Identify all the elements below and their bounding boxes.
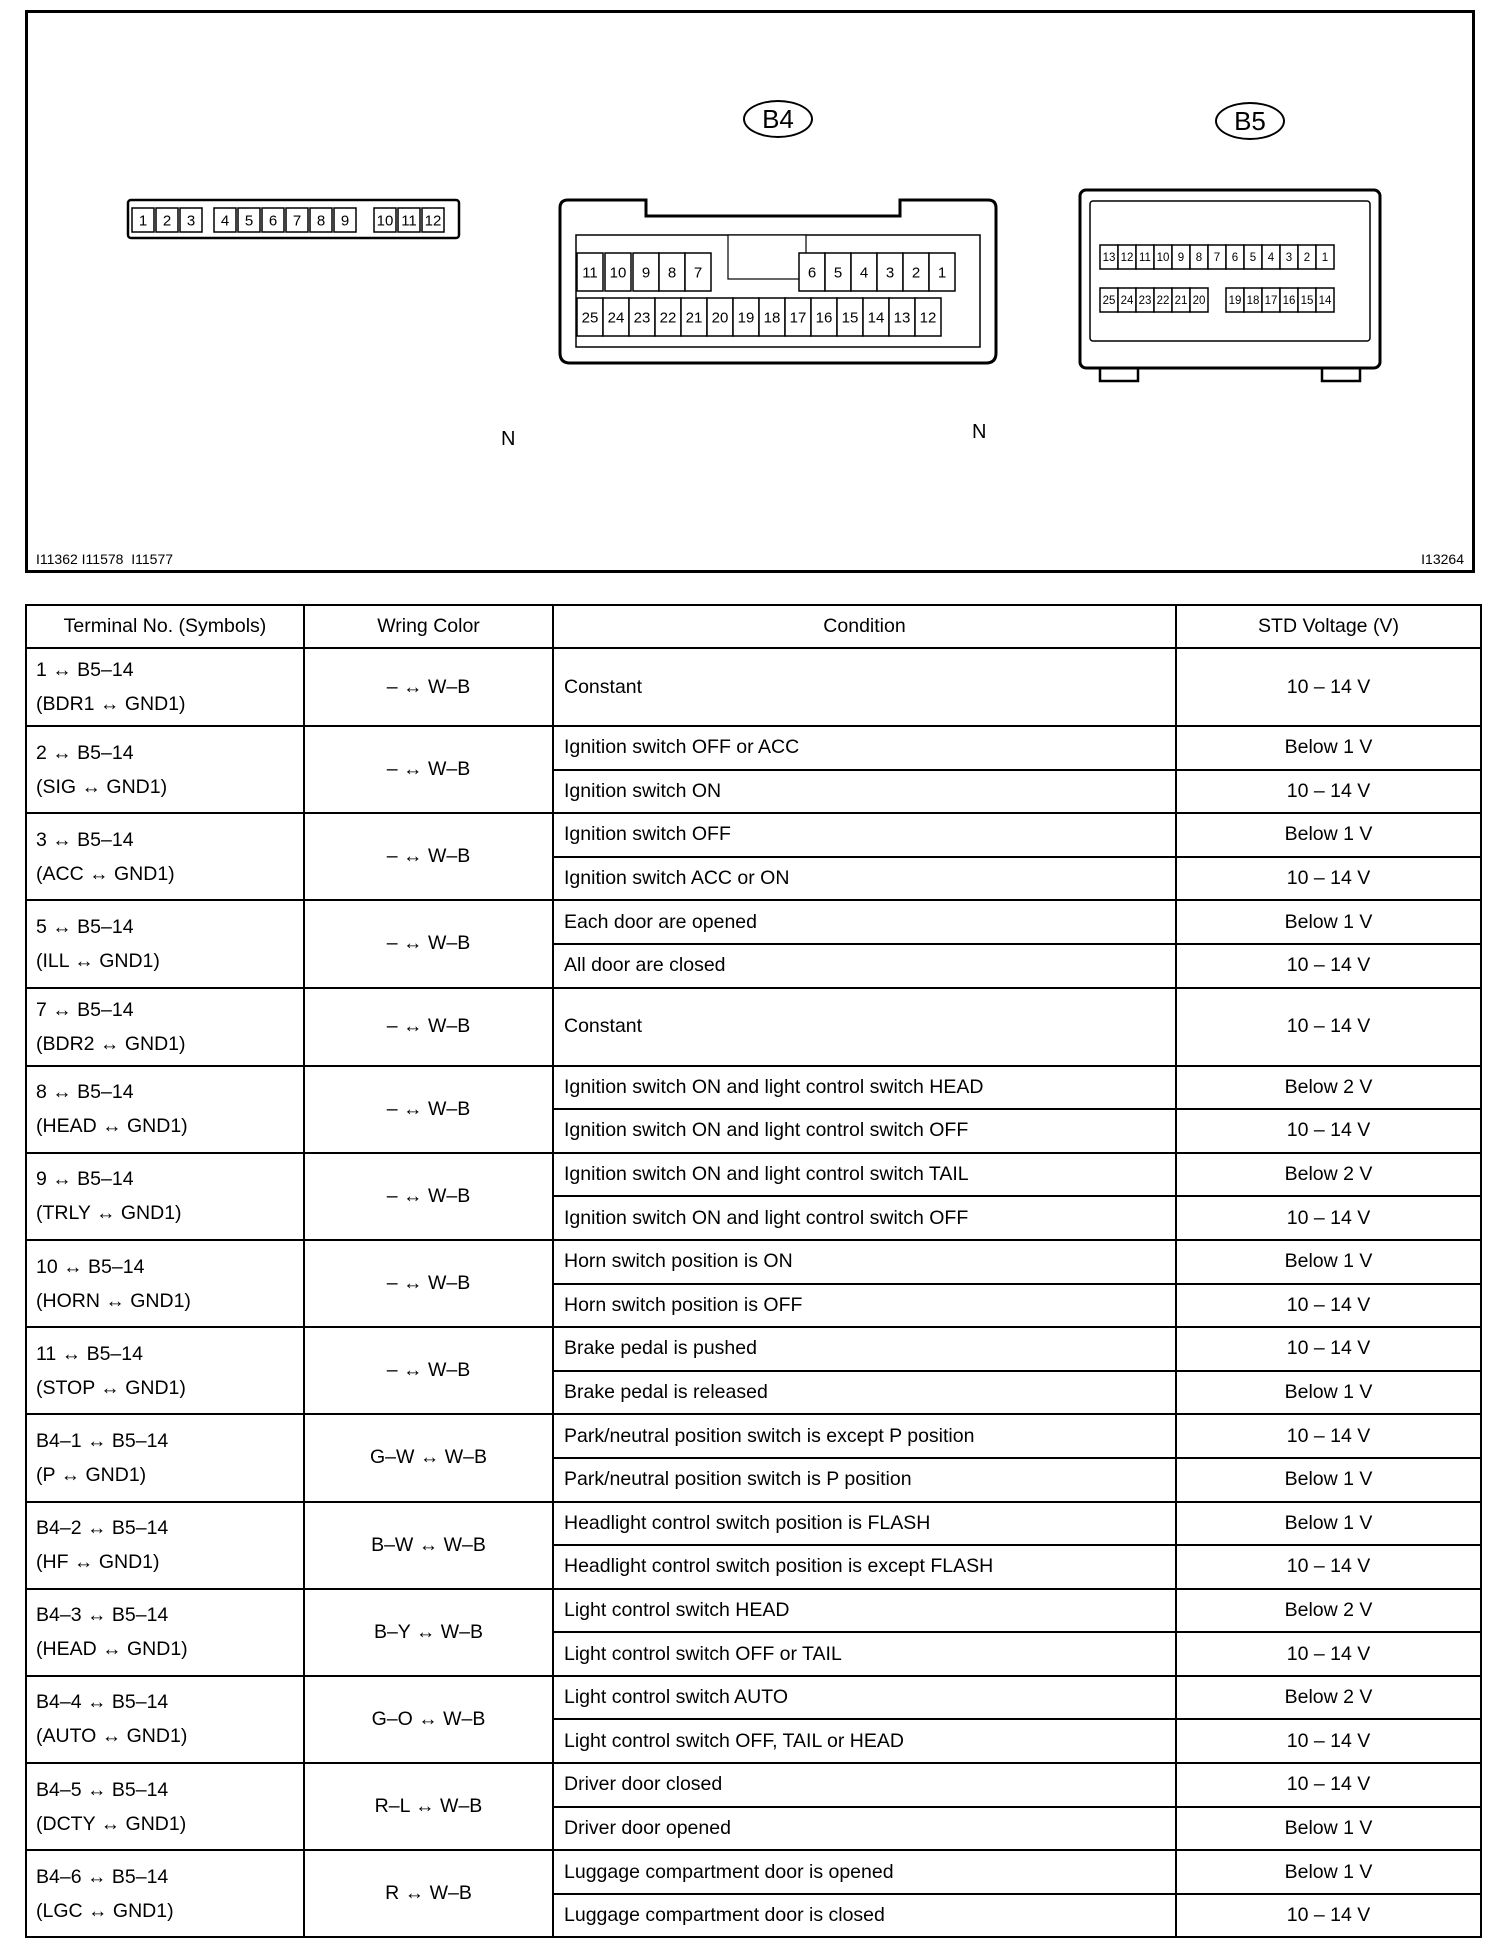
pin-label: 17 [789,309,807,327]
pin-label: 4 [220,212,230,230]
table-row [26,1589,1481,1633]
voltage-cell: Below 1 V [1176,1850,1481,1894]
voltage-cell: 10 – 14 V [1176,1414,1481,1458]
terminal-symbols: (BDR1 ↔ GND1) [36,693,186,715]
condition-cell: Headlight control switch position is except FLASH [553,1545,1176,1589]
wiring-color-cell: R ↔ W–B [304,1850,553,1937]
condition-cell: Light control switch OFF or TAIL [553,1632,1176,1676]
condition-cell: Luggage compartment door is closed [553,1894,1176,1938]
pin-label: 3 [885,264,895,282]
terminal-cell [26,1240,304,1327]
n-label-right: N [972,421,987,443]
pin-label: 15 [841,309,859,327]
terminal-cell [26,1153,304,1240]
condition-cell: Horn switch position is OFF [553,1284,1176,1328]
table-row [26,726,1481,770]
pin-label: 10 [609,264,627,282]
table-row [26,1502,1481,1546]
b4-key [728,235,806,279]
figure-id-right: I13264 [1421,551,1464,567]
terminal-number: 1 ↔ B5–14 [36,659,134,681]
pin-label: 3 [1285,252,1293,264]
wiring-color-cell: – ↔ W–B [304,648,553,726]
terminal-symbols: (AUTO ↔ GND1) [36,1725,188,1748]
terminal-cell [26,726,304,813]
condition-cell: Constant [553,988,1176,1066]
pin-label: 16 [1282,295,1296,307]
header-condition: Condition [553,605,1176,648]
terminal-symbols: (SIG ↔ GND1) [36,775,168,798]
condition-cell: Light control switch OFF, TAIL or HEAD [553,1719,1176,1763]
wiring-color-cell: – ↔ W–B [304,726,553,813]
terminal-symbols: (HEAD ↔ GND1) [36,1638,188,1661]
terminal-cell [26,1327,304,1414]
terminal-symbols: (HF ↔ GND1) [36,1551,160,1574]
terminal-symbols: (HEAD ↔ GND1) [36,1115,188,1138]
wiring-color-cell: – ↔ W–B [304,900,553,987]
condition-cell: Park/neutral position switch is except P position [553,1414,1176,1458]
pin-label: 7 [693,264,703,282]
voltage-cell: 10 – 14 V [1176,1327,1481,1371]
pin-label: 21 [1174,295,1188,307]
condition-cell: Brake pedal is pushed [553,1327,1176,1371]
voltage-cell: 10 – 14 V [1176,988,1481,1066]
terminal-cell [26,648,304,726]
pin-label: 11 [401,212,417,230]
pin-label: 22 [659,309,677,327]
voltage-cell: 10 – 14 V [1176,1763,1481,1807]
pin-label: 17 [1264,295,1278,307]
voltage-cell: Below 1 V [1176,1240,1481,1284]
voltage-cell: 10 – 14 V [1176,1196,1481,1240]
terminal-number: 9 ↔ B5–14 [36,1168,134,1191]
condition-cell: Ignition switch ON and light control switch OFF [553,1109,1176,1153]
condition-cell: Headlight control switch position is FLASH [553,1502,1176,1546]
pin-label: 6 [268,212,278,230]
terminal-symbols: (ACC ↔ GND1) [36,862,175,885]
pin-label: 6 [1231,252,1239,264]
voltage-cell: Below 1 V [1176,1458,1481,1502]
pin-label: 2 [162,212,172,230]
pin-label: 3 [186,212,196,230]
table-row [26,1327,1481,1371]
condition-cell: Driver door opened [553,1807,1176,1851]
terminal-symbols: (DCTY ↔ GND1) [36,1812,187,1835]
voltage-cell: Below 1 V [1176,1371,1481,1415]
table-row [26,1153,1481,1197]
pin-label: 24 [607,309,625,327]
voltage-cell: Below 2 V [1176,1066,1481,1110]
header-std-voltage: STD Voltage (V) [1176,605,1481,648]
condition-cell: Luggage compartment door is opened [553,1850,1176,1894]
voltage-cell: Below 1 V [1176,726,1481,770]
condition-cell: Park/neutral position switch is P position [553,1458,1176,1502]
terminal-number: 3 ↔ B5–14 [36,828,134,851]
table-row [26,900,1481,944]
condition-cell: Driver door closed [553,1763,1176,1807]
pin-label: 1 [138,212,148,230]
condition-cell: All door are closed [553,944,1176,988]
terminal-cell [26,1502,304,1589]
terminal-cell [26,1850,304,1937]
terminal-number: 2 ↔ B5–14 [36,741,134,764]
terminal-cell [26,988,304,1066]
pin-label: 16 [815,309,833,327]
pin-label: 18 [763,309,781,327]
pin-label: 13 [1102,252,1116,264]
condition-cell: Ignition switch OFF or ACC [553,726,1176,770]
table-body [26,648,1481,1937]
pin-label: 8 [316,212,326,230]
terminal-symbols: (P ↔ GND1) [36,1463,147,1486]
condition-cell: Brake pedal is released [553,1371,1176,1415]
condition-cell: Ignition switch ON and light control switch OFF [553,1196,1176,1240]
pin-label: 5 [1249,252,1257,264]
b4-connector-label: B4 [743,100,813,138]
pin-label: 14 [1318,295,1332,307]
voltage-cell: 10 – 14 V [1176,857,1481,901]
terminal-number: 11 ↔ B5–14 [36,1342,143,1365]
terminal-number: 8 ↔ B5–14 [36,1081,134,1104]
voltage-cell: Below 1 V [1176,1502,1481,1546]
pin-label: 21 [685,309,703,327]
terminal-cell [26,1414,304,1501]
voltage-cell: Below 1 V [1176,1807,1481,1851]
pin-label: 9 [641,264,651,282]
voltage-cell: 10 – 14 V [1176,1284,1481,1328]
table-header-row [26,605,1481,648]
pin-label: 10 [1156,252,1170,264]
condition-cell: Ignition switch ACC or ON [553,857,1176,901]
voltage-cell: 10 – 14 V [1176,770,1481,814]
terminal-cell [26,1763,304,1850]
condition-cell: Ignition switch ON and light control switch TAIL [553,1153,1176,1197]
pin-label: 20 [1192,295,1206,307]
terminal-cell [26,900,304,987]
pin-label: 22 [1156,295,1170,307]
terminal-symbols: (BDR2 ↔ GND1) [36,1032,186,1055]
pin-label: 4 [1267,252,1275,264]
terminal-number: B4–2 ↔ B5–14 [36,1517,169,1540]
pin-label: 1 [1321,252,1329,264]
table-row [26,988,1481,1066]
b5-foot-left [1100,368,1138,381]
table-row [26,1676,1481,1720]
wiring-color-cell: B–Y ↔ W–B [304,1589,553,1676]
condition-cell: Light control switch AUTO [553,1676,1176,1720]
terminal-number: B4–3 ↔ B5–14 [36,1604,169,1627]
table-row [26,1850,1481,1894]
wiring-color-cell: B–W ↔ W–B [304,1502,553,1589]
table-row [26,813,1481,857]
connector-drawings [28,13,1478,576]
pin-label: 25 [1102,295,1116,307]
terminal-symbols: (ILL ↔ GND1) [36,949,160,972]
terminal-number: B4–1 ↔ B5–14 [36,1429,169,1452]
pin-label: 19 [1228,295,1242,307]
n-label-left: N [501,428,516,450]
terminal-cell [26,1066,304,1153]
voltage-cell: 10 – 14 V [1176,1632,1481,1676]
connector-diagram [25,10,1475,573]
pin-label: 5 [833,264,843,282]
pin-label: 25 [581,309,599,327]
voltage-cell: 10 – 14 V [1176,1719,1481,1763]
terminal-number: 5 ↔ B5–14 [36,915,134,938]
pin-label: 1 [937,264,947,282]
pin-label: 14 [867,309,885,327]
wiring-color-cell: – ↔ W–B [304,813,553,900]
header-terminal: Terminal No. (Symbols) [26,605,304,648]
condition-cell: Ignition switch ON and light control switch HEAD [553,1066,1176,1110]
terminal-cell [26,813,304,900]
terminal-voltage-table [25,604,1482,1938]
terminal-symbols: (LGC ↔ GND1) [36,1899,174,1922]
table-row [26,1414,1481,1458]
terminal-number: B4–6 ↔ B5–14 [36,1865,169,1888]
voltage-cell: Below 2 V [1176,1153,1481,1197]
pin-label: 10 [376,212,394,230]
condition-cell: Ignition switch OFF [553,813,1176,857]
terminal-symbols: (HORN ↔ GND1) [36,1289,191,1312]
wiring-color-cell: G–W ↔ W–B [304,1414,553,1501]
pin-label: 24 [1120,295,1134,307]
wiring-color-cell: R–L ↔ W–B [304,1763,553,1850]
voltage-cell: 10 – 14 V [1176,648,1481,726]
pin-label: 13 [893,309,911,327]
voltage-cell: 10 – 14 V [1176,1109,1481,1153]
pin-label: 23 [633,309,651,327]
pin-label: 7 [292,212,302,230]
pin-label: 9 [1177,252,1185,264]
b5-connector-label: B5 [1215,102,1285,140]
terminal-symbols: (TRLY ↔ GND1) [36,1202,182,1225]
wiring-color-cell: – ↔ W–B [304,988,553,1066]
table-row [26,1763,1481,1807]
voltage-cell: Below 2 V [1176,1676,1481,1720]
wiring-color-cell: G–O ↔ W–B [304,1676,553,1763]
pin-label: 5 [244,212,254,230]
terminal-number: 10 ↔ B5–14 [36,1255,145,1278]
condition-cell: Constant [553,648,1176,726]
condition-cell: Horn switch position is ON [553,1240,1176,1284]
figure-ids-left: I11362 I11578 I11577 [36,551,174,567]
condition-cell: Each door are opened [553,900,1176,944]
pin-label: 2 [911,264,921,282]
terminal-number: 7 ↔ B5–14 [36,998,134,1021]
pin-label: 23 [1138,295,1152,307]
pin-label: 2 [1303,252,1311,264]
header-wiring-color: Wring Color [304,605,553,648]
pin-label: 6 [807,264,817,282]
condition-cell: Light control switch HEAD [553,1589,1176,1633]
condition-cell: Ignition switch ON [553,770,1176,814]
terminal-number: B4–4 ↔ B5–14 [36,1691,169,1714]
table-row [26,1066,1481,1110]
wiring-color-cell: – ↔ W–B [304,1240,553,1327]
terminal-cell [26,1589,304,1676]
voltage-cell: 10 – 14 V [1176,1894,1481,1938]
terminal-symbols: (STOP ↔ GND1) [36,1376,186,1399]
pin-label: 12 [919,309,937,327]
pin-label: 15 [1300,295,1314,307]
terminal-voltage-table-wrap [25,604,1480,1938]
wiring-color-cell: – ↔ W–B [304,1066,553,1153]
voltage-cell: Below 2 V [1176,1589,1481,1633]
pin-label: 18 [1246,295,1260,307]
pin-label: 8 [1195,252,1203,264]
pin-label: 8 [667,264,677,282]
b5-foot-right [1322,368,1360,381]
voltage-cell: 10 – 14 V [1176,944,1481,988]
pin-label: 12 [424,212,442,230]
pin-label: 12 [1120,252,1134,264]
voltage-cell: Below 1 V [1176,813,1481,857]
table-row [26,1240,1481,1284]
pin-label: 11 [582,264,598,282]
wiring-color-cell: – ↔ W–B [304,1153,553,1240]
pin-label: 7 [1213,252,1221,264]
table-row [26,648,1481,726]
pin-label: 20 [711,309,729,327]
terminal-number: B4–5 ↔ B5–14 [36,1778,169,1801]
terminal-cell [26,1676,304,1763]
voltage-cell: Below 1 V [1176,900,1481,944]
wiring-color-cell: – ↔ W–B [304,1327,553,1414]
pin-label: 11 [1139,252,1151,264]
pin-label: 19 [737,309,755,327]
voltage-cell: 10 – 14 V [1176,1545,1481,1589]
pin-label: 4 [859,264,869,282]
pin-label: 9 [340,212,350,230]
